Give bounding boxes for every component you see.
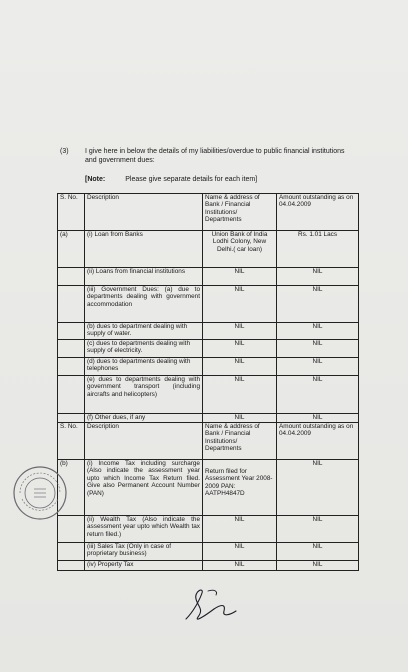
handwritten-signature-icon [180, 585, 240, 625]
row-description: (iii) Government Dues: (a) due to departments dealing with government accommodation [85, 286, 203, 323]
row-bank: NIL [203, 561, 277, 571]
table-row [58, 286, 359, 323]
row-bank [203, 460, 277, 516]
header-amount: Amount outstanding as on 04.04.2009 [277, 423, 359, 460]
row-description: (f) Other dues, if any [85, 414, 203, 423]
row-sno [58, 561, 85, 571]
row-bank: NIL [203, 543, 277, 561]
row-sno [58, 323, 85, 340]
row-bank: NIL [203, 358, 277, 376]
row-amount: NIL [277, 286, 359, 323]
row-sno [58, 358, 85, 376]
row-bank: NIL [203, 286, 277, 323]
table-row [58, 516, 359, 543]
section-number: (3) [60, 148, 69, 155]
table-header-row [58, 423, 359, 460]
header-amount: Amount outstanding as on 04.04.2009 [277, 194, 359, 231]
note-text: Please give separate details for each item] [125, 176, 258, 183]
table-row [58, 358, 359, 376]
row-amount: NIL [277, 414, 359, 423]
header-description: Description [85, 423, 203, 460]
row-description: (iii) Sales Tax (Only in case of proprietary business) [85, 543, 203, 561]
row-description: (iv) Property Tax [85, 561, 203, 571]
row-amount: NIL [277, 268, 359, 286]
row-amount: NIL [277, 460, 359, 516]
row-bank: NIL [203, 516, 277, 543]
row-sno [58, 543, 85, 561]
row-bank-text: Return filed for Assessment Year 2008-2009 PAN: AATPH4847D [205, 468, 273, 498]
row-sno: (b) [58, 460, 85, 516]
row-sno: (a) [58, 231, 85, 268]
row-description: (b) dues to department dealing with supply of water. [85, 323, 203, 340]
row-bank: Union Bank of India Lodhi Colony, New Delhi.( car loan) [203, 231, 277, 268]
table-row [58, 376, 359, 414]
table-row [58, 340, 359, 358]
official-seal-icon [12, 465, 68, 521]
row-sno [58, 340, 85, 358]
row-amount: NIL [277, 323, 359, 340]
row-amount: NIL [277, 376, 359, 414]
row-amount: Rs. 1.01 Lacs [277, 231, 359, 268]
row-sno [58, 414, 85, 423]
row-bank: NIL [203, 323, 277, 340]
row-amount: NIL [277, 561, 359, 571]
row-bank: NIL [203, 268, 277, 286]
table-row [58, 460, 359, 516]
row-description: (ii) Wealth Tax (Also indicate the assessment year upto which Wealth tax return filed.) [85, 516, 203, 543]
table-header-row [58, 194, 359, 231]
table-row [58, 561, 359, 571]
table-row [58, 268, 359, 286]
row-sno [58, 268, 85, 286]
header-sno: S. No. [58, 194, 85, 231]
header-sno: S. No. [58, 423, 85, 460]
header-bank: Name & address of Bank / Financial Institutions/ Departments [203, 194, 277, 231]
header-bank: Name & address of Bank / Financial Institutions/ Departments [203, 423, 277, 460]
note-label: [Note: [85, 176, 106, 183]
table-row [58, 543, 359, 561]
liabilities-table [57, 193, 359, 571]
row-description: (ii) Loans from financial institutions [85, 268, 203, 286]
table-row [58, 231, 359, 268]
row-amount: NIL [277, 516, 359, 543]
row-amount: NIL [277, 543, 359, 561]
table-row [58, 323, 359, 340]
table-row [58, 414, 359, 423]
row-description: (d) dues to departments dealing with telephones [85, 358, 203, 376]
row-amount: NIL [277, 358, 359, 376]
row-description: (i) Loan from Banks [85, 231, 203, 268]
section-text: I give here in below the details of my liabilities/overdue to public financial institutions and government dues: [85, 148, 345, 164]
row-sno [58, 286, 85, 323]
row-bank: NIL [203, 340, 277, 358]
header-description: Description [85, 194, 203, 231]
row-sno [58, 376, 85, 414]
row-description: (c) dues to departments dealing with supply of electricity. [85, 340, 203, 358]
note-line [85, 175, 257, 184]
row-bank: NIL [203, 376, 277, 414]
row-description: (e) dues to departments dealing with government transport (including aircrafts and helicopters) [85, 376, 203, 414]
row-description: (i) Income Tax including surcharge (Also indicate the assessment year upto which Income Tax Return filed. Give also Permanent Account Number (PAN) [85, 460, 203, 516]
row-amount: NIL [277, 340, 359, 358]
row-bank: NIL [203, 414, 277, 423]
